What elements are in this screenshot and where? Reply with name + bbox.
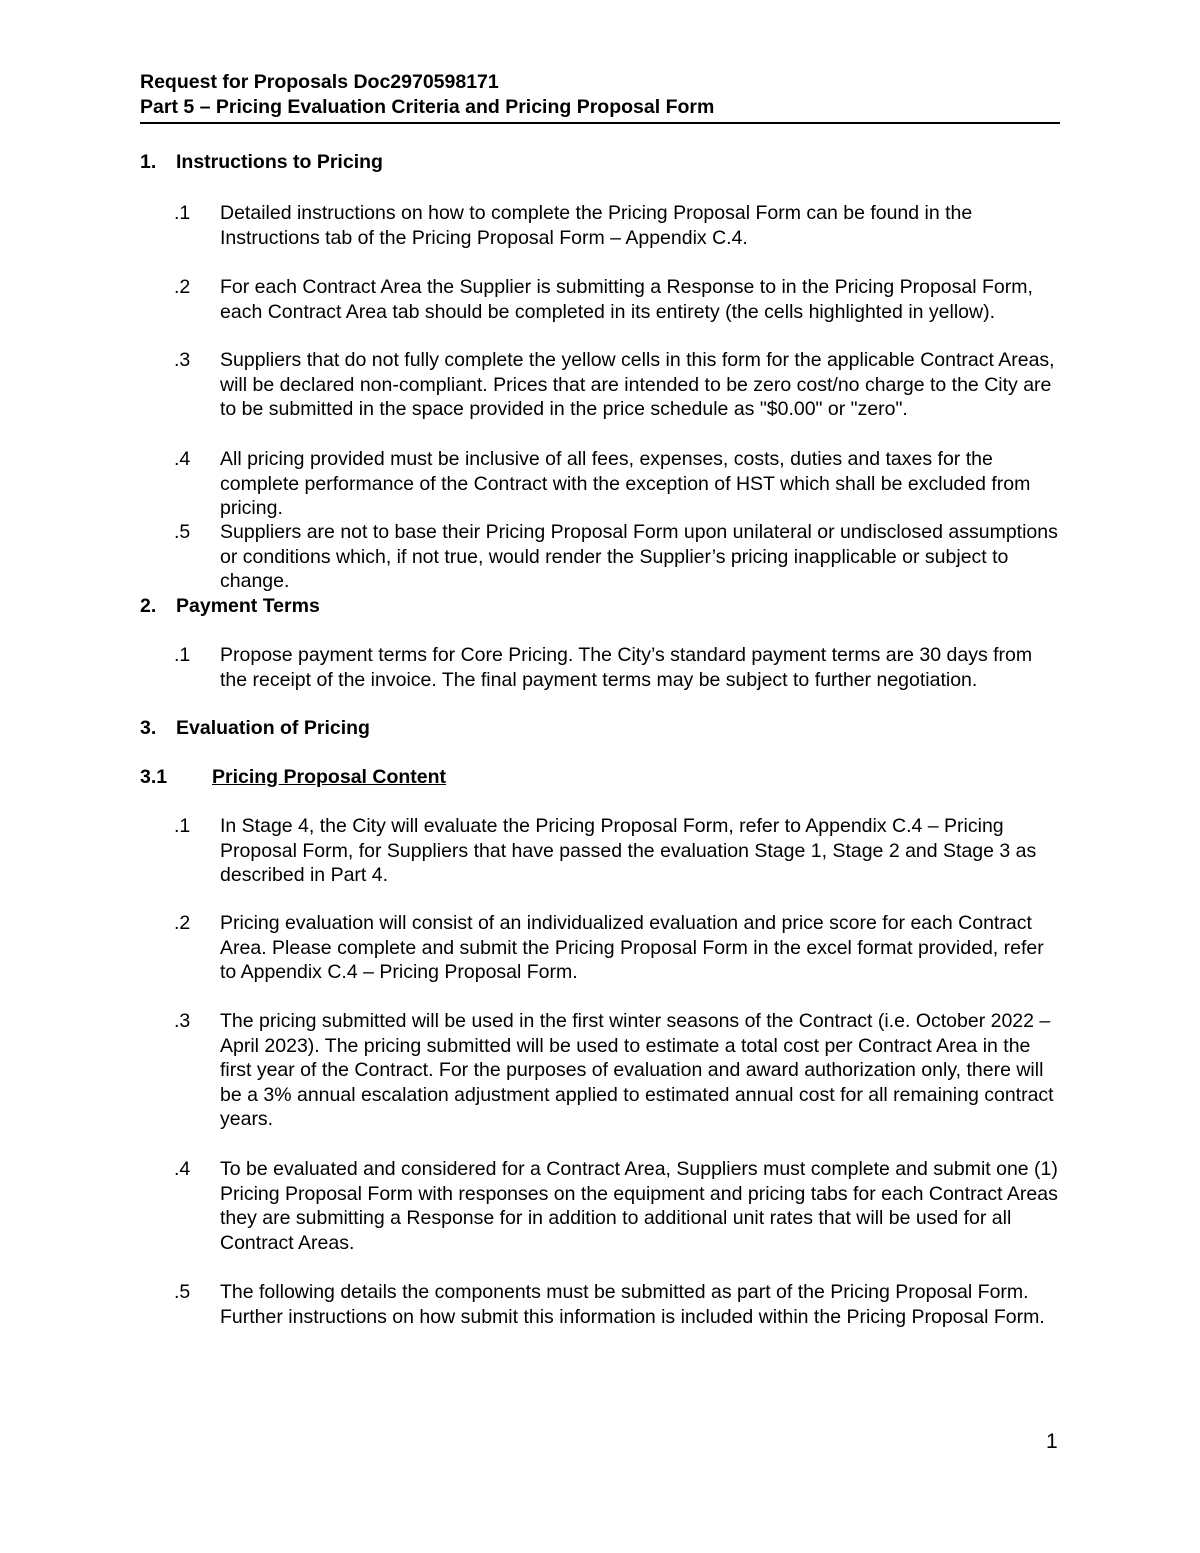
section-number: 2. xyxy=(140,595,157,617)
section-title: Payment Terms xyxy=(176,595,320,617)
item-text: In Stage 4, the City will evaluate the Pricing Proposal Form, refer to Appendix C.4 – Pricing Proposal Form, for Suppliers that have passed the evaluation Stage 1, Stage 2 and Stage 3 as described in Part 4. xyxy=(220,815,1037,887)
item-text: Pricing evaluation will consist of an individualized evaluation and price score for each Contract Area. Please complete and submit the Pricing Proposal Form in the excel format provided, refer to Appendix C.4 – Pricing Proposal Form. xyxy=(220,912,1044,984)
section-heading-2 xyxy=(140,594,320,618)
document-header xyxy=(140,70,1060,120)
list-item xyxy=(174,1009,1060,1132)
header-subtitle: Part 5 – Pricing Evaluation Criteria and Pricing Proposal Form xyxy=(140,96,715,118)
item-number: .4 xyxy=(174,1158,191,1180)
item-number: .1 xyxy=(174,644,191,666)
subsection-heading xyxy=(140,765,446,789)
item-number: .2 xyxy=(174,912,191,934)
header-title: Request for Proposals Doc2970598171 xyxy=(140,71,499,93)
section-heading-1 xyxy=(140,150,383,174)
item-number: .1 xyxy=(174,202,191,224)
list-item xyxy=(174,1157,1060,1255)
item-text: Propose payment terms for Core Pricing. The City’s standard payment terms are 30 days from the receipt of the invoice. The final payment terms may be subject to further negotiation. xyxy=(220,644,1033,691)
section-number: 1. xyxy=(140,151,157,173)
header-divider xyxy=(140,122,1060,124)
section-heading-3 xyxy=(140,716,370,740)
list-item xyxy=(174,201,1060,250)
item-number: .3 xyxy=(174,1010,191,1032)
list-item xyxy=(174,814,1060,888)
list-item xyxy=(174,275,1060,324)
item-text: Suppliers are not to base their Pricing Proposal Form upon unilateral or undisclosed assumptions or conditions which, if not true, would render the Supplier’s pricing inapplicable or subject to change. xyxy=(220,521,1058,593)
item-text: Suppliers that do not fully complete the yellow cells in this form for the applicable Contract Areas, will be declared non-compliant. Prices that are intended to be zero cost/no charge to the City are to be submitted in the space provided in the price schedule as "$0.00" or "zero". xyxy=(220,349,1055,421)
item-text: All pricing provided must be inclusive of all fees, expenses, costs, duties and taxes for the complete performance of the Contract with the exception of HST which shall be excluded from pricing. xyxy=(220,448,1031,520)
item-number: .2 xyxy=(174,276,191,298)
item-number: .1 xyxy=(174,815,191,837)
list-item xyxy=(174,348,1060,422)
section-title: Instructions to Pricing xyxy=(176,151,383,173)
list-item xyxy=(174,447,1060,521)
subsection-title: Pricing Proposal Content xyxy=(212,766,447,788)
item-text: To be evaluated and considered for a Contract Area, Suppliers must complete and submit one (1) Pricing Proposal Form with responses on the equipment and pricing tabs for each Contract Areas they are submitting a Response for in addition to additional unit rates that will be used for all Contract Areas. xyxy=(220,1158,1058,1254)
item-number: .5 xyxy=(174,521,191,543)
list-item xyxy=(174,643,1060,692)
list-item xyxy=(174,1280,1060,1329)
subsection-number: 3.1 xyxy=(140,766,168,788)
item-text: The pricing submitted will be used in the first winter seasons of the Contract (i.e. October 2022 – April 2023). The pricing submitted will be used to estimate a total cost per Contract Area in the first year of the Contract. For the purposes of evaluation and award authorization only, there will be a 3% annual escalation adjustment applied to estimated annual cost for all remaining contract years. xyxy=(220,1010,1054,1131)
list-item xyxy=(174,911,1060,985)
page-number: 1 xyxy=(1046,1430,1058,1453)
item-number: .5 xyxy=(174,1281,191,1303)
item-number: .4 xyxy=(174,448,191,470)
item-number: .3 xyxy=(174,349,191,371)
item-text: For each Contract Area the Supplier is submitting a Response to in the Pricing Proposal Form, each Contract Area tab should be completed in its entirety (the cells highlighted in yellow). xyxy=(220,276,1033,323)
section-title: Evaluation of Pricing xyxy=(176,717,370,739)
list-item xyxy=(174,520,1060,594)
item-text: The following details the components must be submitted as part of the Pricing Proposal Form. Further instructions on how submit this information is included within the Pricing Proposal Form. xyxy=(220,1281,1045,1328)
item-text: Detailed instructions on how to complete the Pricing Proposal Form can be found in the Instructions tab of the Pricing Proposal Form – Appendix C.4. xyxy=(220,202,973,249)
section-number: 3. xyxy=(140,717,157,739)
